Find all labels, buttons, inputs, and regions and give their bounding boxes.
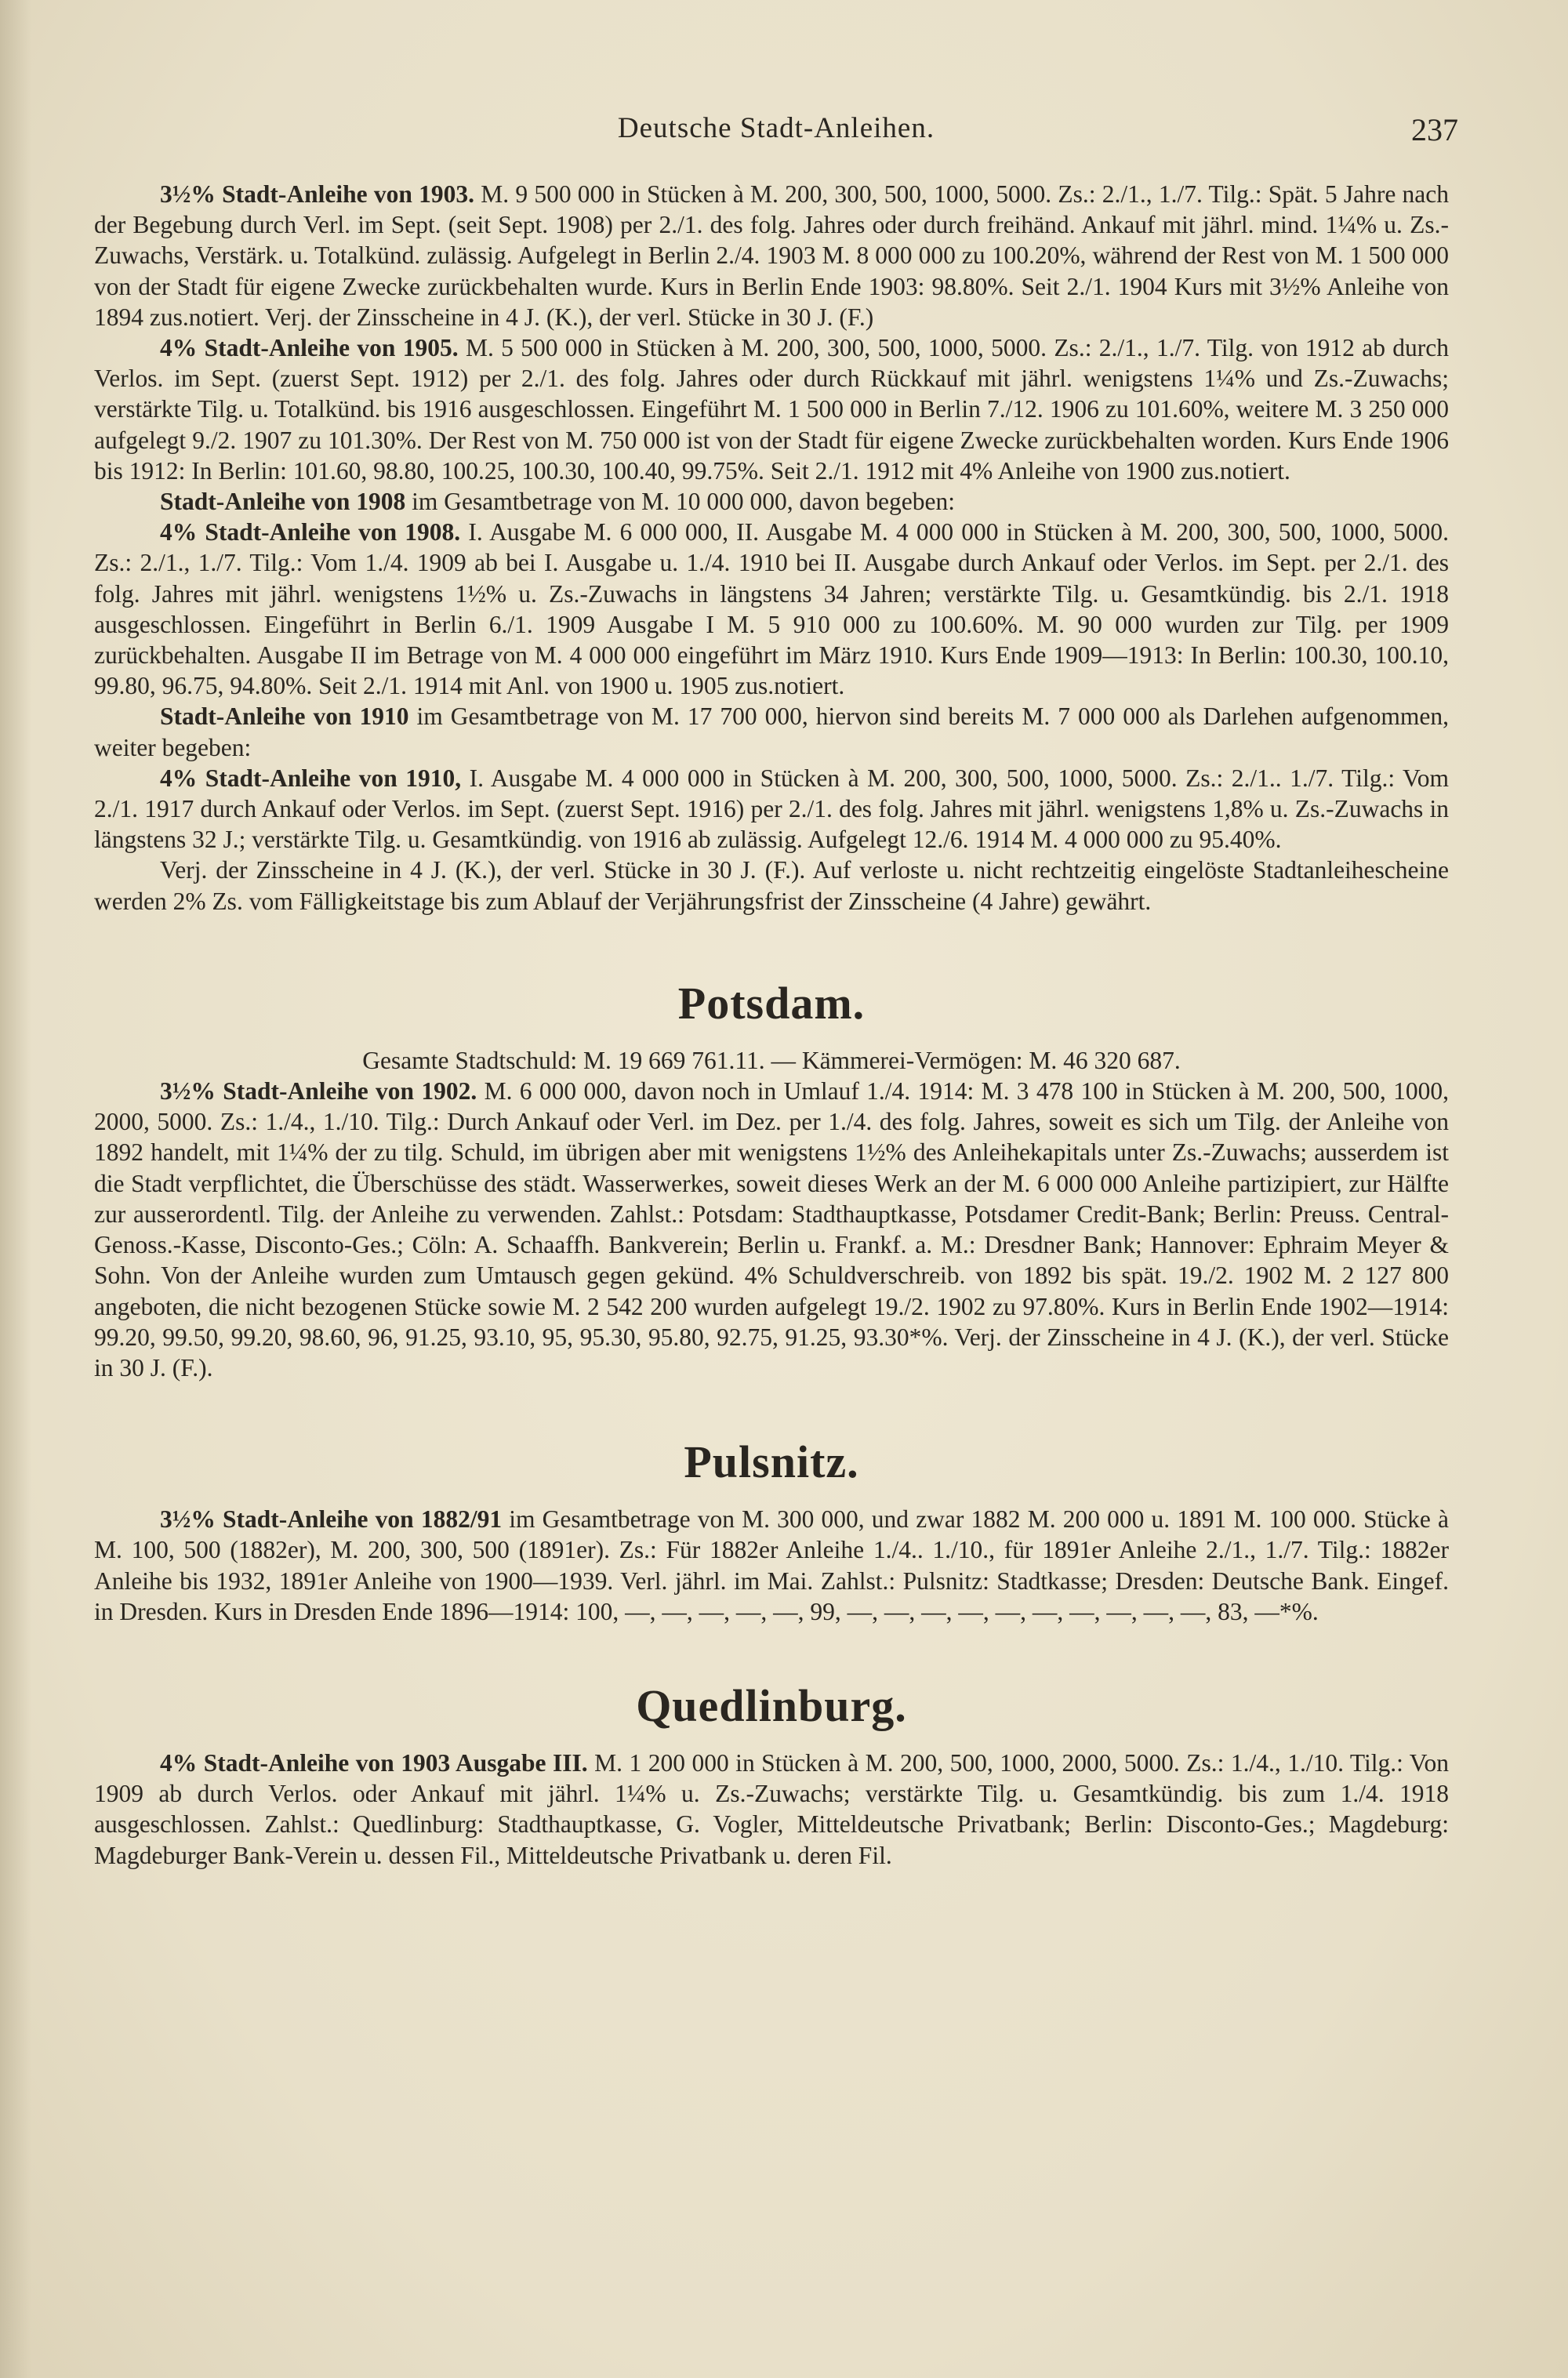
loan-entry [94,701,1449,762]
loan-title: 3½% Stadt-Anleihe von 1902. [160,1077,477,1105]
loan-title: Stadt-Anleihe von 1908 [160,488,406,516]
loan-text: I. Ausgabe M. 4 000 000 in Stücken à M. 200, 300, 500, 1000, 5000. Zs.: 2./1.. 1./7. Tilg.: Vom 2./1. 1917 durch Ankauf oder Verlos. im Sept. (zuerst Sept. 1916) per 2./1. des folg. Jahres mit jährl. wenigstens 1,8% u. Zs.-Zuwachs in längstens 32 J.; verstärkte Tilg. u. Gesamtkündig. von 1916 ab zulässig. Aufgelegt 12./6. 1914 M. 4 000 000 zu 95.40%. [94,764,1450,854]
loan-entry [94,332,1449,486]
loan-text: M. 6 000 000, davon noch in Umlauf 1./4. 1914: M. 3 478 100 in Stücken à M. 200, 500, 1000, 2000, 5000. Zs.: 1./4., 1./10. Tilg.: Durch Ankauf oder Verl. im Dez. per 1./4. des folg. Jahres, soweit es sich um Tilg. der Anleihe von 1892 handelt, mit 1¼% der zu tilg. Schuld, im übrigen aber mit wenigstens 1½% des Anleihekapitals unter Zs.-Zuwachs; ausserdem ist die Stadt verpflichtet, die Überschüsse des städt. Wasserwerkes, soweit dieses Werk an der M. 6 000 000 Anleihe partizipiert, zur Hälfte zur ausserordentl. Tilg. der Anleihe zu verwenden. Zahlst.: Potsdam: Stadthauptkasse, Potsdamer Credit-Bank; Berlin: Preuss. Central-Genoss.-Kasse, Disconto-Ges.; Cöln: A. Schaaffh. Bankverein; Berlin u. Frankf. a. M.: Dresdner Bank; Hannover: Ephraim Meyer & Sohn. Von der Anleihe wurden zum Umtausch gegen gekünd. 4% Schuldverschreib. von 1892 bis spät. 19./2. 1902 M. 2 127 800 angeboten, die nicht bezogenen Stücke sowie M. 2 542 200 wurden aufgelegt 19./2. 1902 zu 97.80%. Kurs in Berlin Ende 1902—1914: 99.20, 99.50, 99.20, 98.60, 96, 91.25, 93.10, 95, 95.30, 95.80, 92.75, 91.25, 93.30*%. Verj. der Zinsscheine in 4 J. (K.), der verl. Stücke in 30 J. (F.). [94,1077,1449,1381]
loan-entry [94,1504,1449,1627]
loan-entry [94,517,1449,701]
loan-title: 4% Stadt-Anleihe von 1903 Ausgabe III. [160,1748,588,1777]
loan-text: I. Ausgabe M. 6 000 000, II. Ausgabe M. 4 000 000 in Stücken à M. 200, 300, 500, 1000, 5000. Zs.: 2./1., 1./7. Tilg.: Vom 1./4. 1909 ab bei I. Ausgabe u. 1./4. 1910 bei II. Ausgabe durch Ankauf oder Verlos. im Sept. per 2./1. des folg. Jahres mit jährl. wenigstens 1½% u. Zs.-Zuwachs in längstens 34 Jahren; verstärkte Tilg. u. Gesamtkündig. bis 2./1. 1918 ausgeschlossen. Eingeführt in Berlin 6./1. 1909 Ausgabe I M. 5 910 000 zu 100.60%. M. 90 000 wurden zur Tilg. per 1909 zurückbehalten. Ausgabe II im Betrage von M. 4 000 000 eingeführt im März 1910. Kurs Ende 1909—1913: In Berlin: 100.30, 100.10, 99.80, 96.75, 94.80%. Seit 2./1. 1914 mit Anl. von 1900 u. 1905 zus.notiert. [94,518,1449,700]
section-previous-city [94,179,1449,917]
loan-text: M. 1 200 000 in Stücken à M. 200, 500, 1000, 2000, 5000. Zs.: 1./4., 1./10. Tilg.: Von 1909 ab durch Verlos. oder Ankauf mit jährl. 1¼% u. Zs.-Zuwachs; verstärkte Tilg. u. Gesamtkündig. bis zum 1./4. 1918 ausgeschlossen. Zahlst.: Quedlinburg: Stadthauptkasse, G. Vogler, Mitteldeutsche Privatbank; Berlin: Disconto-Ges.; Magdeburg: Magdeburger Bank-Verein u. dessen Fil., Mitteldeutsche Privatbank u. deren Fil. [94,1748,1449,1869]
loan-title: Stadt-Anleihe von 1910 [160,703,409,731]
loan-title: 3½% Stadt-Anleihe von 1903. [160,180,474,208]
note-text: Verj. der Zinsscheine in 4 J. (K.), der verl. Stücke in 30 J. (F.). Auf verloste u. nicht rechtzeitig eingelöste Stadtanleihescheine werden 2% Zs. vom Fälligkeitstage bis zum Ablauf der Verjährungsfrist der Zinsscheine (4 Jahre) gewährt. [94,856,1449,915]
loan-title: 4% Stadt-Anleihe von 1905. [160,334,459,362]
loan-text: M. 9 500 000 in Stücken à M. 200, 300, 500, 1000, 5000. Zs.: 2./1., 1./7. Tilg.: Spät. 5 Jahre nach der Begebung durch Verl. im Sept. (seit Sept. 1908) per 2./1. des folg. Jahres oder durch freihänd. Ankauf mit jährl. mind. 1¼% u. Zs.-Zuwachs, Verstärk. u. Totalkünd. zulässig. Aufgelegt in Berlin 2./4. 1903 M. 8 000 000 zu 100.20%, während der Rest von M. 1 500 000 von der Stadt für eigene Zwecke zurückbehalten wurde. Kurs in Berlin Ende 1903: 98.80%. Seit 2./1. 1904 Kurs mit 3½% Anleihe von 1894 zus.notiert. Verj. der Zinsscheine in 4 J. (K.), der verl. Stücke in 30 J. (F.) [94,180,1450,331]
loan-title: 4% Stadt-Anleihe von 1908. [160,518,461,546]
loan-text: M. 5 500 000 in Stücken à M. 200, 300, 500, 1000, 5000. Zs.: 2./1., 1./7. Tilg. von 1912 ab durch Verlos. im Sept. (zuerst Sept. 1912) per 2./1. des folg. Jahres oder durch Rückkauf mit jährl. wenigstens 1¼% und Zs.-Zuwachs; verstärkte Tilg. u. Totalkünd. bis 1916 ausgeschlossen. Eingeführt M. 1 500 000 in Berlin 7./12. 1906 zu 101.60%, weitere M. 3 250 000 aufgelegt 9./2. 1907 zu 101.30%. Der Rest von M. 750 000 ist von der Stadt für eigene Zwecke zurückbehalten worden. Kurs Ende 1906 bis 1912: In Berlin: 101.60, 98.80, 100.25, 100.30, 100.40, 99.75%. Seit 2./1. 1912 mit 4% Anleihe von 1900 zus.notiert. [94,334,1449,485]
page-number: 237 [1411,112,1458,147]
loan-entry [94,486,1449,517]
note-paragraph [94,855,1449,916]
city-summary: Gesamte Stadtschuld: M. 19 669 761.11. — Kämmerei-Vermögen: M. 46 320 687. [362,1046,1181,1074]
city-heading-pulsnitz: Pulsnitz. [684,1436,859,1488]
loan-text: im Gesamtbetrage von M. 300 000, und zwar 1882 M. 200 000 u. 1891 M. 100 000. Stücke à M. 100, 500 (1882er), M. 200, 300, 500 (1891er). Zs.: Für 1882er Anleihe 1./4.. 1./10., für 1891er Anleihe 2./1., 1./7. Tilg.: 1882er Anleihe bis 1932, 1891er Anleihe von 1900—1939. Verl. jährl. im Mai. Zahlst.: Pulsnitz: Stadtkasse; Dresden: Deutsche Bank. Eingef. in Dresden. Kurs in Dresden Ende 1896—1914: 100, —, —, —, —, —, 99, —, —, —, —, —, —, —, —, —, —, 83, —*%. [94,1505,1450,1625]
loan-text: im Gesamtbetrage von M. 10 000 000, davon begeben: [405,488,956,516]
page-header [94,111,1458,151]
page-content [94,179,1449,1871]
city-heading-quedlinburg: Quedlinburg. [636,1679,907,1731]
loan-entry [94,1076,1449,1383]
binding-shadow [0,0,31,2378]
loan-title: 3½% Stadt-Anleihe von 1882/91 [160,1505,503,1534]
city-heading-potsdam: Potsdam. [677,977,866,1029]
loan-entry [94,763,1449,855]
section-quedlinburg [94,1679,1449,1871]
loan-entry [94,179,1449,332]
running-title: Deutsche Stadt-Anleihen. [617,112,935,144]
section-pulsnitz [94,1436,1450,1627]
loan-title: 4% Stadt-Anleihe von 1910, [160,764,462,792]
loan-text: im Gesamtbetrage von M. 17 700 000, hiervon sind bereits M. 7 000 000 als Darlehen aufgenommen, weiter begeben: [94,703,1449,761]
section-potsdam [94,977,1449,1383]
loan-entry [94,1748,1449,1871]
